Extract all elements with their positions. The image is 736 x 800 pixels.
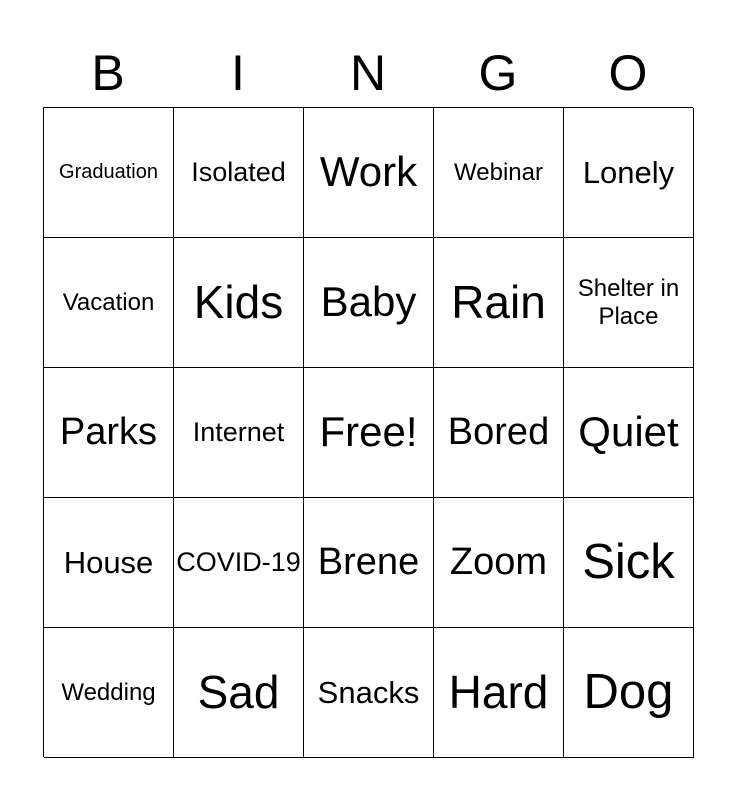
bingo-cell-snacks[interactable]: Snacks [304,628,434,758]
bingo-cell-sick[interactable]: Sick [564,498,694,628]
bingo-cell-hard[interactable]: Hard [434,628,564,758]
bingo-cell-internet[interactable]: Internet [174,368,304,498]
bingo-cell-rain[interactable]: Rain [434,238,564,368]
header-letter-o: O [608,45,648,101]
bingo-cell-bored[interactable]: Bored [434,368,564,498]
header-letter-n: N [349,45,387,101]
header-letter-g: G [478,45,518,101]
bingo-header [43,40,693,106]
bingo-cell-brene[interactable]: Brene [304,498,434,628]
bingo-cell-baby[interactable]: Baby [304,238,434,368]
bingo-cell-graduation[interactable]: Graduation [44,108,174,238]
bingo-cell-dog[interactable]: Dog [564,628,694,758]
bingo-cell-shelter-in-place[interactable]: Shelter in Place [564,238,694,368]
bingo-cell-wedding[interactable]: Wedding [44,628,174,758]
header-letter-b: B [91,45,125,101]
bingo-cell-lonely[interactable]: Lonely [564,108,694,238]
bingo-cell-work[interactable]: Work [304,108,434,238]
bingo-cell-webinar[interactable]: Webinar [434,108,564,238]
bingo-cell-free[interactable]: Free! [304,368,434,498]
bingo-cell-kids[interactable]: Kids [174,238,304,368]
bingo-cell-house[interactable]: House [44,498,174,628]
bingo-cell-vacation[interactable]: Vacation [44,238,174,368]
bingo-cell-sad[interactable]: Sad [174,628,304,758]
bingo-cell-isolated[interactable]: Isolated [174,108,304,238]
bingo-cell-parks[interactable]: Parks [44,368,174,498]
bingo-cell-zoom[interactable]: Zoom [434,498,564,628]
bingo-cell-covid-19[interactable]: COVID-19 [174,498,304,628]
header-letter-i: I [231,45,245,101]
bingo-cell-quiet[interactable]: Quiet [564,368,694,498]
bingo-board [43,107,693,757]
